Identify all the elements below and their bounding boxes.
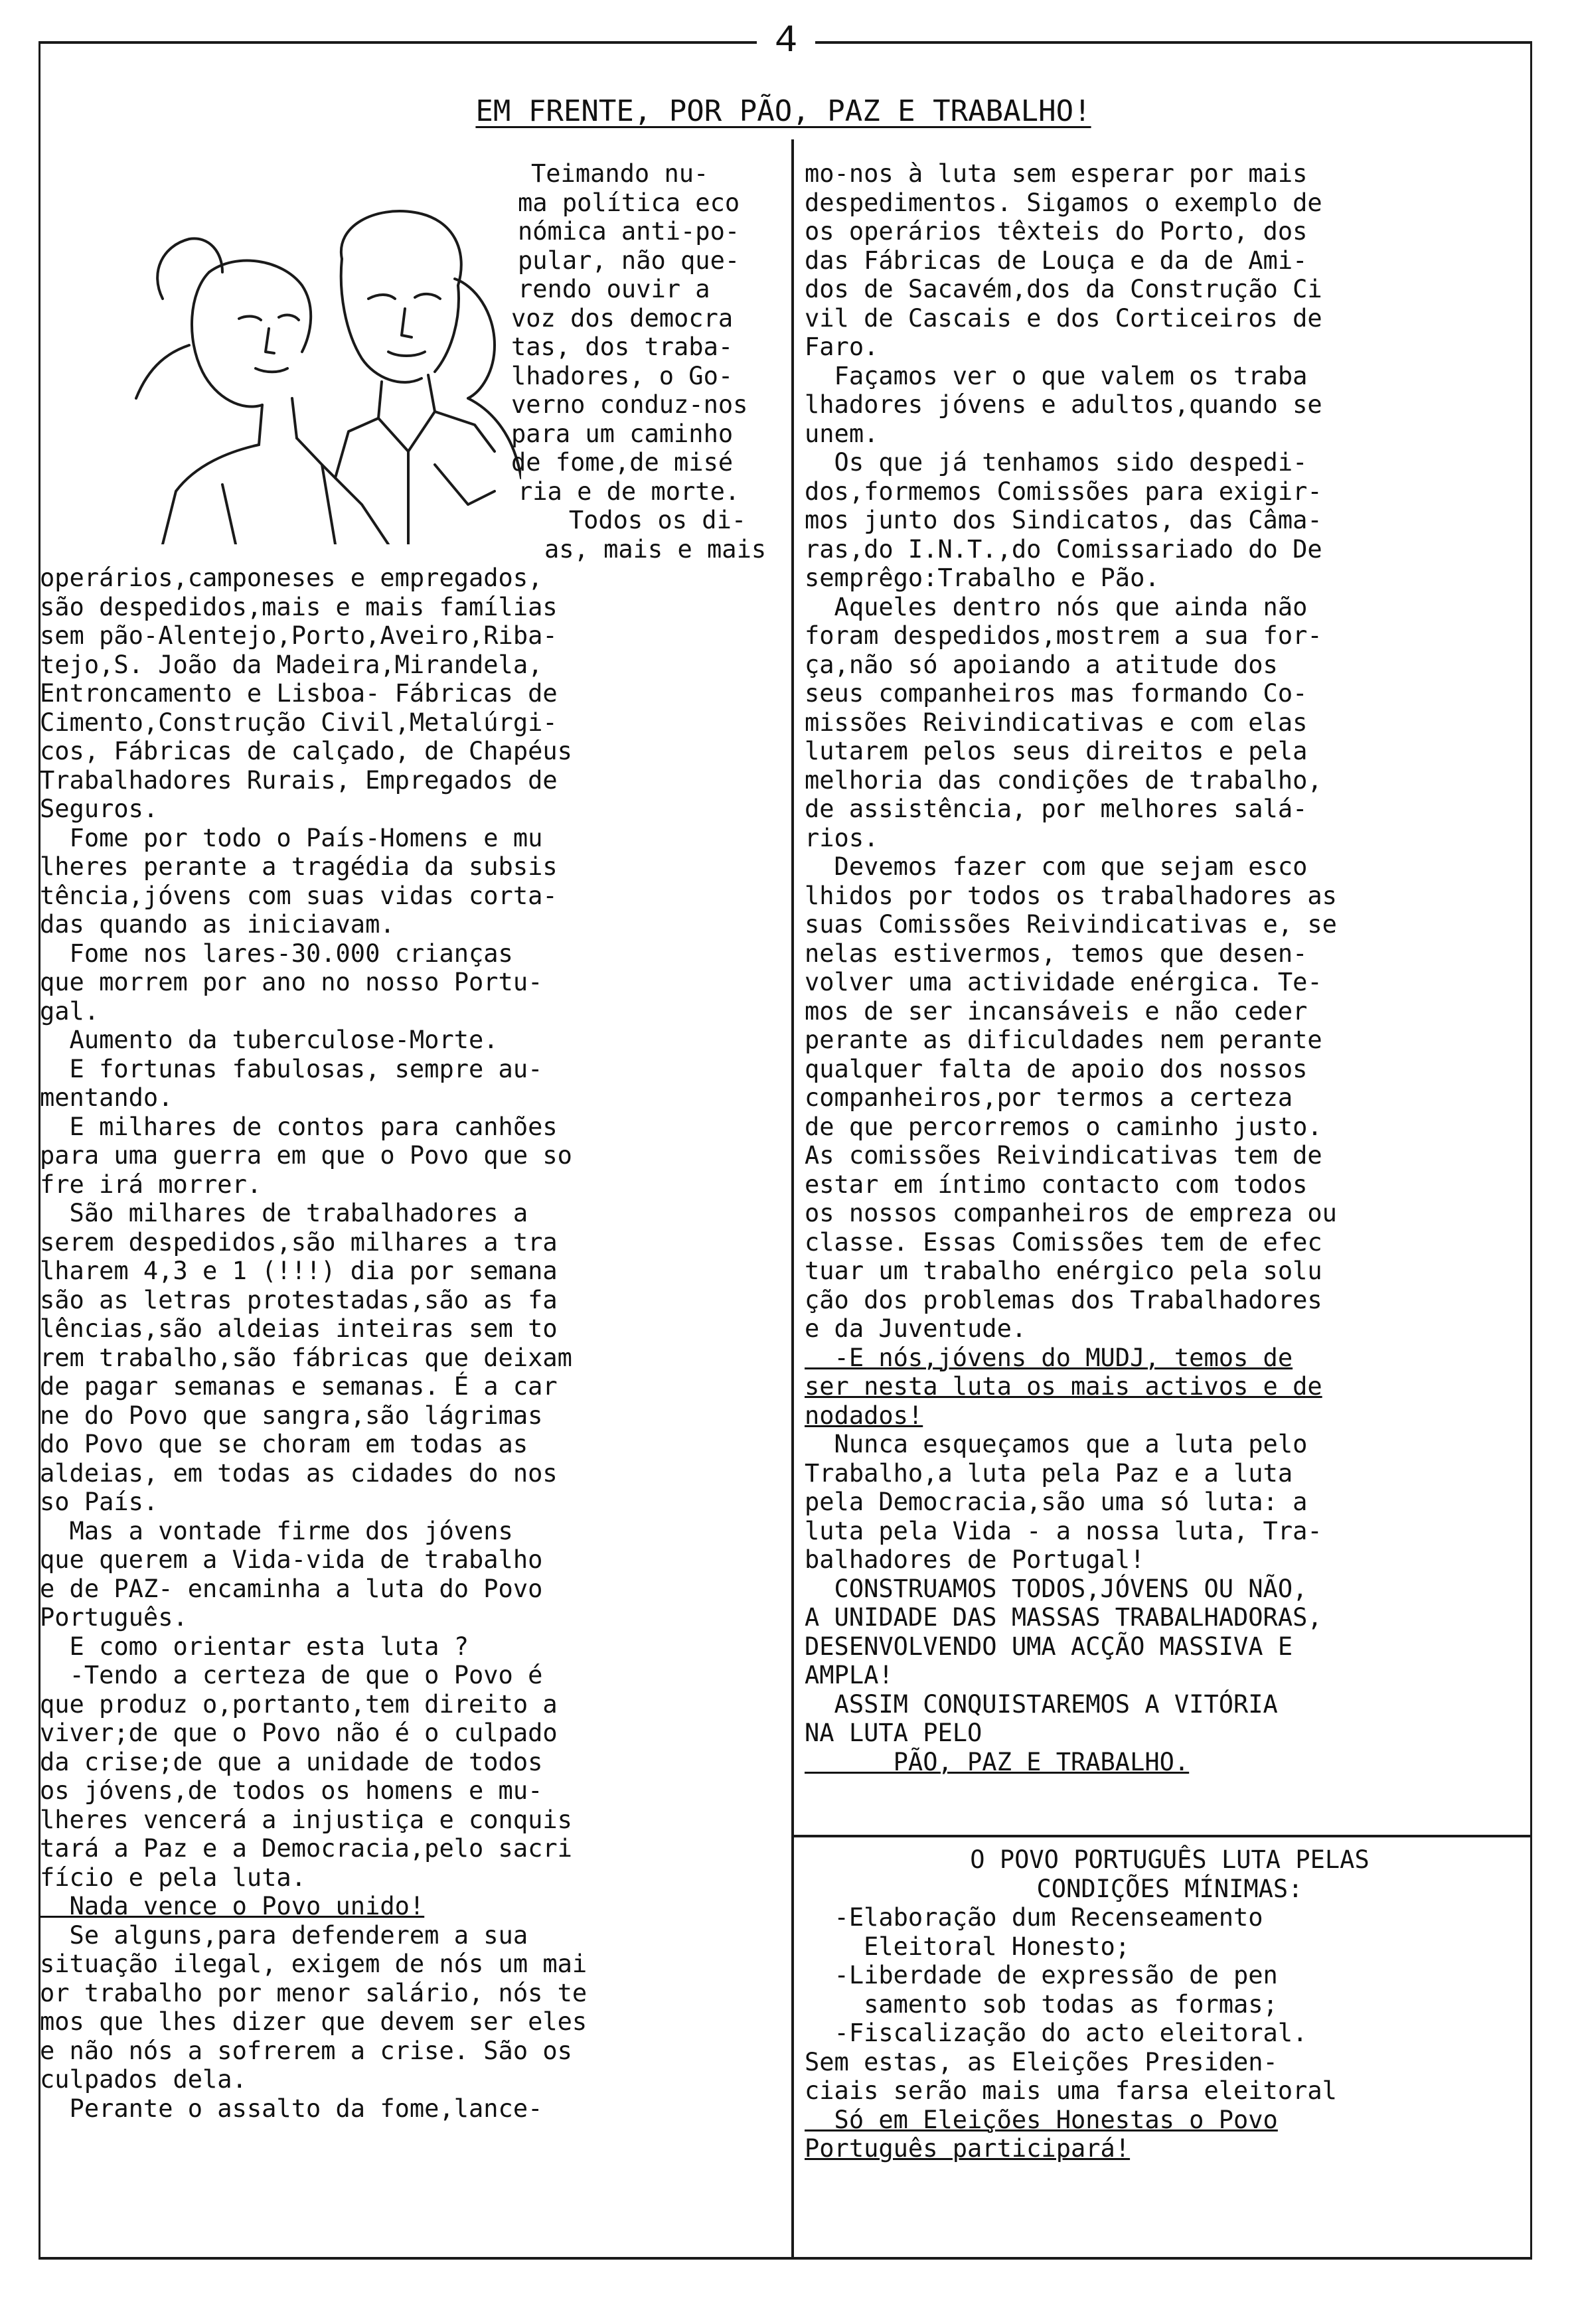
right-line: ça,não só apoiando a atitude dos [805,650,1278,679]
left-line: operários,camponeses e empregados, [40,564,543,592]
right-line: companheiros,por termos a certeza [805,1083,1293,1112]
box-line: Eleitoral Honesto; [805,1932,1131,1961]
right-line: ção dos problemas dos Trabalhadores [805,1285,1322,1314]
right-line: As comissões Reivindicativas tem de [805,1141,1322,1170]
box-line: -Liberdade de expressão de pen [805,1961,1278,1989]
right-line: os nossos companheiros de empreza ou [805,1199,1337,1227]
left-line: E como orientar esta luta ? [40,1632,469,1661]
left-line: viver;de que o Povo não é o culpado [40,1719,558,1747]
left-line: lhadores, o Go- [511,361,734,390]
left-line: E fortunas fabulosas, sempre au- [40,1054,543,1083]
right-line: missões Reivindicativas e com elas [805,708,1308,737]
left-line: de pagar semanas e semanas. É a car [40,1372,558,1401]
bottom-rule [39,2257,1532,2260]
left-line: Todos os di- [524,506,747,534]
left-line: serem despedidos,são milhares a tra [40,1227,558,1257]
left-line: Mas a vontade firme dos jóvens [40,1516,513,1545]
left-line: que morrem por ano no nosso Portu- [40,968,543,996]
right-line: unem. [805,419,879,448]
headline: EM FRENTE, POR PÃO, PAZ E TRABALHO! [475,94,1091,128]
right-line: suas Comissões Reivindicativas e, se [805,910,1337,939]
left-line: e de PAZ- encaminha a luta do Povo [40,1574,543,1603]
right-line: melhoria das condições de trabalho, [805,765,1322,795]
left-line: verno conduz-nos [511,390,748,419]
left-line: voz dos democra [511,303,734,333]
box-line: -Fiscalização do acto eleitoral. [805,2019,1308,2047]
left-line: Fome nos lares-30.000 crianças [40,939,513,968]
right-line: estar em íntimo contacto com todos [805,1170,1308,1199]
box-title-line2: CONDIÇÕES MÍNIMAS: [1036,1874,1303,1903]
right-line: ASSIM CONQUISTAREMOS A VITÓRIA [805,1689,1278,1719]
left-line: so País. [40,1488,159,1516]
left-line: Cimento,Construção Civil,Metalúrgi- [40,708,558,737]
left-line: culpados dela. [40,2065,247,2094]
right-line: mos junto dos Sindicatos, das Câma- [805,506,1322,534]
right-emphasis: ser nesta luta os mais activos e de [805,1372,1322,1401]
left-line: ma política eco [518,188,740,217]
page-number: 4 [774,20,798,63]
left-line: or trabalho por menor salário, nós te [40,1978,588,2007]
left-line: lharem 4,3 e 1 (!!!) dia por semana [40,1257,558,1285]
right-line: dos de Sacavém,dos da Construção Ci [805,275,1322,303]
right-line: seus companheiros mas formando Co- [805,679,1308,708]
left-line: -Tendo a certeza de que o Povo é [40,1661,543,1689]
left-line: do Povo que se choram em todas as [40,1430,528,1458]
box-line: Sem estas, as Eleições Presiden- [805,2047,1278,2076]
left-line: cos, Fábricas de calçado, de Chapéus [40,737,572,765]
right-line: Aqueles dentro nós que ainda não [805,592,1308,621]
right-line: despedimentos. Sigamos o exemplo de [805,188,1322,217]
right-line: lhidos por todos os trabalhadores as [805,881,1337,910]
left-line: que querem a Vida-vida de trabalho [40,1545,543,1574]
left-line: mos que lhes dizer que devem ser eles [40,2007,588,2036]
column-divider [791,139,794,2257]
right-line: NA LUTA PELO [805,1719,982,1747]
left-line: ne do Povo que sangra,são lágrimas [40,1401,543,1430]
right-line: balhadores de Portugal! [805,1545,1145,1574]
right-line: perante as dificuldades nem perante [805,1026,1322,1054]
right-line: nelas estivermos, temos que desen- [805,939,1308,968]
left-line: rendo ouvir a [518,275,710,303]
left-line: aldeias, em todas as cidades do nos [40,1458,558,1488]
right-line: ras,do I.N.T.,do Comissariado do De [805,534,1322,564]
left-line: lheres perante a tragédia da subsis [40,852,558,881]
box-line: Só em Eleições Honestas o Povo [805,2105,1278,2134]
left-line: Fome por todo o País-Homens e mu [40,823,543,852]
right-line: mos de ser incansáveis e não ceder [805,996,1308,1026]
left-line: tejo,S. João da Madeira,Mirandela, [40,650,543,679]
right-line: Trabalho,a luta pela Paz e a luta [805,1458,1293,1488]
left-line: Teimando nu- [531,159,709,188]
left-line: são despedidos,mais e mais famílias [40,592,558,621]
right-line: dos,formemos Comissões para exigir- [805,477,1322,506]
left-line: e não nós a sofrerem a crise. São os [40,2036,572,2065]
left-line: Trabalhadores Rurais, Empregados de [40,765,558,795]
right-line: DESENVOLVENDO UMA ACÇÃO MASSIVA E [805,1632,1293,1661]
right-line: rios. [805,823,879,852]
right-line: pela Democracia,são uma só luta: a [805,1488,1308,1516]
box-line: ciais serão mais uma farsa eleitoral [805,2076,1337,2105]
minimum-conditions-box [805,1845,1535,2163]
left-line: que produz o,portanto,tem direito a [40,1689,558,1719]
right-line: os operários têxteis do Porto, dos [805,217,1308,246]
left-line: nómica anti-po- [518,217,740,246]
box-line: -Elaboração dum Recenseamento [805,1903,1263,1932]
left-subheading: Nada vence o Povo unido! [40,1892,425,1920]
box-line: samento sob todas as formas; [805,1989,1278,2019]
top-rule-right [815,41,1532,44]
right-line: de que percorremos o caminho justo. [805,1112,1322,1141]
right-line: AMPLA! [805,1661,894,1689]
left-line: Entroncamento e Lisboa- Fábricas de [40,679,558,708]
left-line: situação ilegal, exigem de nós um mai [40,1950,588,1978]
left-line: das quando as iniciavam. [40,910,395,939]
right-emphasis: nodados! [805,1401,923,1430]
right-line: qualquer falta de apoio dos nossos [805,1054,1308,1083]
left-column [40,159,777,2123]
left-line: Português. [40,1603,188,1632]
left-line: Perante o assalto da fome,lance- [40,2094,543,2123]
right-line: lhadores jóvens e adultos,quando se [805,390,1322,419]
left-line: tará a Paz e a Democracia,pelo sacri [40,1834,572,1863]
right-line: e da Juventude. [805,1314,1027,1343]
right-line: Os que já tenhamos sido despedi- [805,448,1308,477]
right-line: Faro. [805,333,879,361]
left-line: da crise;de que a unidade de todos [40,1747,543,1776]
right-line: semprêgo:Trabalho e Pão. [805,564,1160,592]
left-line: fre irá morrer. [40,1170,262,1199]
left-line: de fome,de misé [511,448,734,477]
left-line: mentando. [40,1083,173,1112]
left-line: fício e pela luta. [40,1863,306,1892]
right-line: CONSTRUAMOS TODOS,JÓVENS OU NÃO, [805,1574,1308,1603]
left-line: rem trabalho,são fábricas que deixam [40,1343,572,1372]
right-line: Devemos fazer com que sejam esco [805,852,1308,881]
right-line: tuar um trabalho enérgico pela solu [805,1257,1322,1285]
right-line: Façamos ver o que valem os traba [805,361,1308,390]
right-line: vil de Cascais e dos Corticeiros de [805,303,1322,333]
right-column [805,159,1535,1776]
left-line: E milhares de contos para canhões [40,1112,558,1141]
left-line: tência,jóvens com suas vidas corta- [40,881,558,910]
left-line: lheres vencerá a injustiça e conquis [40,1805,572,1834]
left-line: tas, dos traba- [511,333,734,361]
right-line: Nunca esqueçamos que a luta pelo [805,1430,1308,1458]
right-line: volver uma actividade enérgica. Te- [805,968,1322,996]
box-top-rule [794,1835,1531,1837]
left-line: ria e de morte. [518,477,740,506]
left-line: gal. [40,996,100,1026]
left-line: lências,são aldeias inteiras sem to [40,1314,558,1343]
left-line: São milhares de trabalhadores a [40,1199,528,1227]
left-line: Se alguns,para defenderem a sua [40,1920,528,1950]
left-line: as, mais e mais [544,534,767,564]
left-line: para uma guerra em que o Povo que so [40,1141,572,1170]
left-line: pular, não que- [518,246,740,275]
left-line: sem pão-Alentejo,Porto,Aveiro,Riba- [40,621,558,650]
left-line: Aumento da tuberculose-Morte. [40,1026,499,1054]
left-line: Seguros. [40,795,159,823]
top-rule-left [40,41,757,44]
left-line: para um caminho [511,419,734,448]
right-line: de assistência, por melhores salá- [805,795,1308,823]
right-line: lutarem pelos seus direitos e pela [805,737,1308,765]
right-slogan: PÃO, PAZ E TRABALHO. [805,1747,1190,1776]
right-line: A UNIDADE DAS MASSAS TRABALHADORAS, [805,1603,1322,1632]
right-line: classe. Essas Comissões tem de efec [805,1227,1322,1257]
right-line: foram despedidos,mostrem a sua for- [805,621,1322,650]
box-line: Português participará! [805,2134,1131,2163]
right-line: das Fábricas de Louça e da de Ami- [805,246,1308,275]
box-title-line1: O POVO PORTUGUÊS LUTA PELAS [970,1845,1370,1874]
right-line: mo-nos à luta sem esperar por mais [805,159,1308,188]
left-line: os jóvens,de todos os homens e mu- [40,1776,543,1805]
right-emphasis: -E nós,jóvens do MUDJ, temos de [805,1343,1293,1372]
right-line: luta pela Vida - a nossa luta, Tra- [805,1516,1322,1545]
left-line: são as letras protestadas,são as fa [40,1285,558,1314]
